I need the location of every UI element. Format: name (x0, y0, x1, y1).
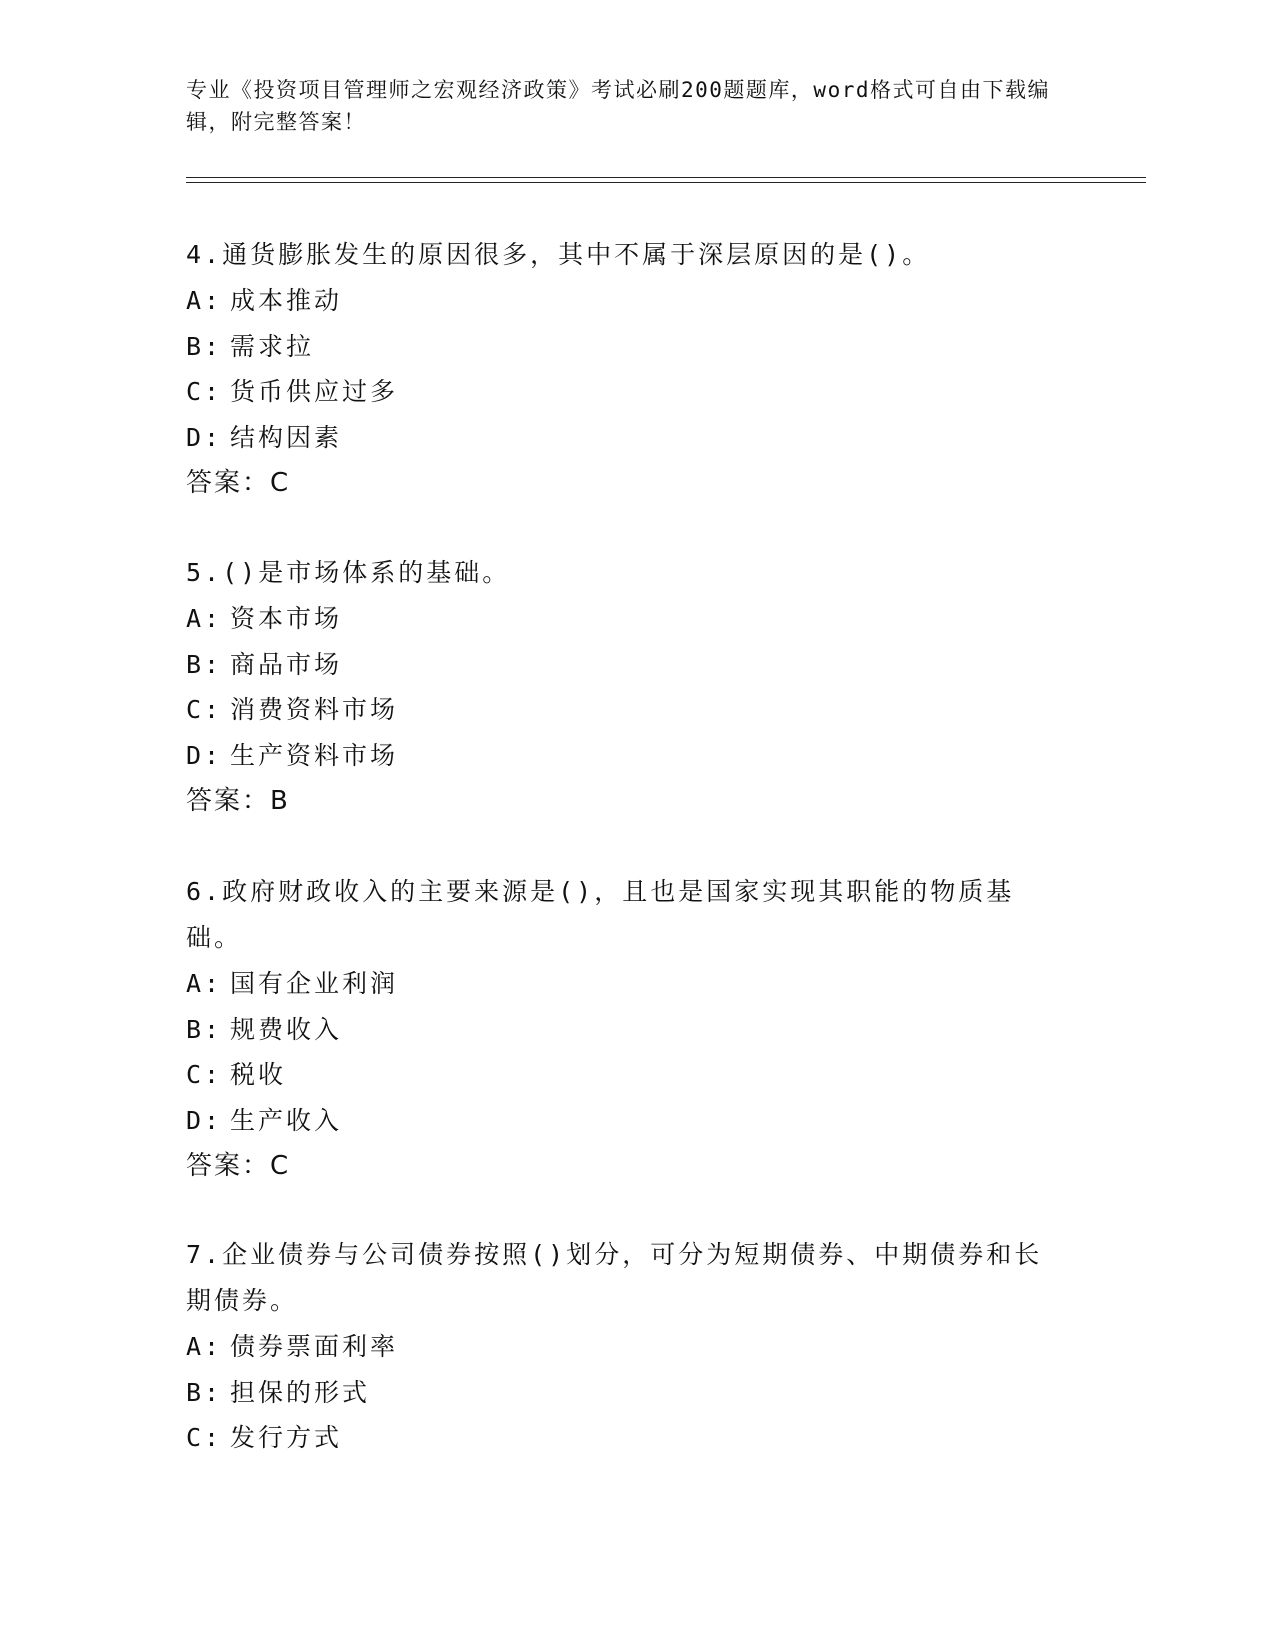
option-text: 发行方式 (230, 1423, 343, 1452)
option-text: 成本推动 (230, 286, 343, 315)
option-letter: D: (186, 422, 223, 452)
option-text: 国有企业利润 (230, 969, 399, 998)
option-a (186, 278, 1066, 324)
option-text: 生产资料市场 (230, 740, 399, 770)
answer-line: 答案：B (186, 786, 290, 816)
option-d (186, 415, 1066, 461)
header-divider-bottom (186, 182, 1146, 183)
option-c (186, 1415, 1066, 1461)
option-text: 税收 (230, 1060, 287, 1089)
option-letter: C: (186, 1423, 223, 1452)
question-5 (186, 550, 1066, 824)
option-c (186, 369, 1066, 415)
option-c (186, 687, 1066, 733)
option-letter: B: (186, 649, 223, 679)
option-text: 消费资料市场 (230, 695, 399, 724)
option-text: 需求拉 (230, 331, 315, 361)
option-letter: A: (186, 604, 223, 633)
option-letter: A: (186, 1332, 223, 1361)
option-text: 资本市场 (230, 604, 343, 633)
option-text: 债券票面利率 (230, 1332, 399, 1361)
option-text: 货币供应过多 (230, 377, 399, 406)
header-divider-top (186, 177, 1146, 178)
option-letter: A: (186, 969, 223, 998)
option-text: 担保的形式 (230, 1377, 371, 1407)
option-text: 商品市场 (230, 649, 343, 679)
option-letter: C: (186, 377, 223, 406)
option-letter: C: (186, 695, 223, 724)
answer-line: 答案：C (186, 468, 291, 498)
option-a (186, 596, 1066, 642)
question-4 (186, 232, 1066, 506)
option-d (186, 733, 1066, 779)
option-letter: C: (186, 1060, 223, 1089)
option-text: 规费收入 (230, 1014, 343, 1044)
option-d (186, 1098, 1066, 1144)
question-text: 4.通货膨胀发生的原因很多，其中不属于深层原因的是()。 (186, 240, 931, 269)
question-7 (186, 1232, 1066, 1461)
question-6 (186, 869, 1066, 1189)
option-b (186, 642, 1066, 688)
option-letter: D: (186, 1105, 223, 1135)
header-intro-text: 专业《投资项目管理师之宏观经济政策》考试必刷200题题库，word格式可自由下载编辑，附完整答案！ (186, 78, 1050, 134)
question-text: 6.政府财政收入的主要来源是()，且也是国家实现其职能的物质基础。 (186, 877, 1015, 952)
option-a (186, 961, 1066, 1007)
option-b (186, 1007, 1066, 1053)
answer-line: 答案：C (186, 1151, 291, 1181)
option-text: 生产收入 (230, 1105, 343, 1135)
option-a (186, 1324, 1066, 1370)
option-letter: D: (186, 740, 223, 770)
option-letter: A: (186, 286, 223, 315)
option-c (186, 1052, 1066, 1098)
option-letter: B: (186, 1014, 223, 1044)
option-text: 结构因素 (230, 422, 343, 452)
option-b (186, 1370, 1066, 1416)
option-b (186, 324, 1066, 370)
question-text: 5.()是市场体系的基础。 (186, 558, 511, 587)
option-letter: B: (186, 331, 223, 361)
question-text: 7.企业债券与公司债券按照()划分，可分为短期债券、中期债券和长期债券。 (186, 1240, 1043, 1315)
document-header (186, 74, 1066, 138)
option-letter: B: (186, 1377, 223, 1407)
